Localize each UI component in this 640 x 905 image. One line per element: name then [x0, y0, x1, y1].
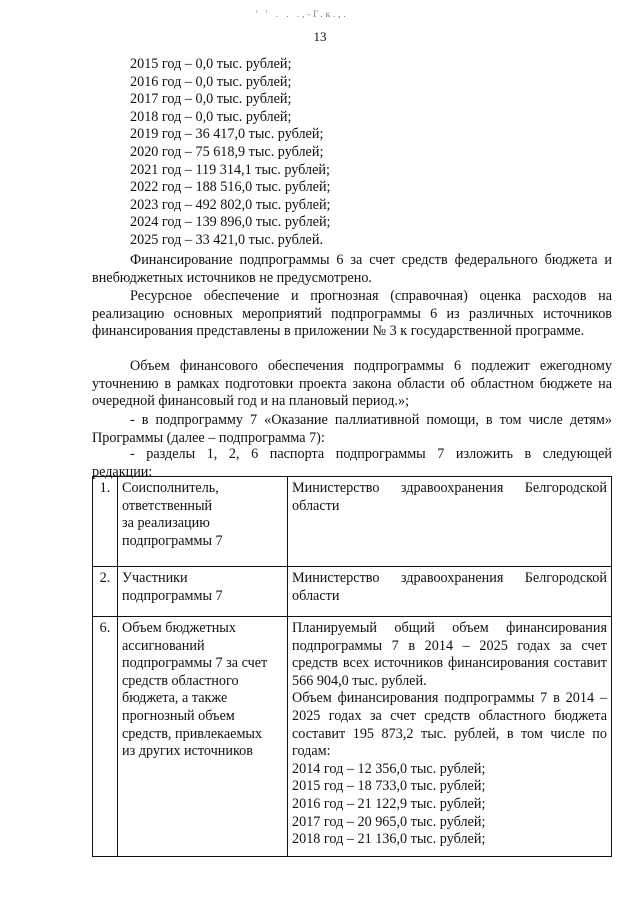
row-name-line: из других источников	[122, 743, 253, 760]
row-name-line: ассигнований	[122, 637, 205, 654]
row-name-line: средств, привлекаемых	[122, 725, 263, 742]
row-name-cell	[118, 477, 288, 567]
funding-year-line: 2021 год – 119 314,1 тыс. рублей;	[130, 161, 330, 178]
passport-table	[92, 476, 612, 857]
page-number: 13	[313, 29, 327, 44]
row-name-line: подпрограммы 7	[122, 587, 223, 604]
row-name-line: подпрограммы 7 за счет	[122, 655, 268, 672]
row-value-cell	[288, 617, 612, 857]
sections-statement-paragraph: - разделы 1, 2, 6 паспорта подпрограммы 7 изложить в следующей редакции:	[92, 446, 612, 480]
row-number: 2.	[93, 567, 118, 617]
funding-year-list	[130, 56, 331, 250]
table-row	[93, 477, 612, 567]
table-row	[93, 567, 612, 617]
funding-year-line: 2025 год – 33 421,0 тыс. рублей.	[130, 231, 323, 248]
row-value-line: Министерство здравоохранения Белгородской области	[292, 480, 607, 514]
row-value-line: Министерство здравоохранения Белгородской области	[292, 570, 607, 604]
funding-year-line: 2024 год – 139 896,0 тыс. рублей;	[130, 214, 331, 231]
row-value-line: 2016 год – 21 122,9 тыс. рублей;	[292, 795, 486, 812]
row-number: 1.	[93, 477, 118, 567]
row-name-line: ответственный	[122, 497, 213, 514]
funding-year-line: 2023 год – 492 802,0 тыс. рублей;	[130, 196, 331, 213]
row-name-line: подпрограммы 7	[122, 532, 223, 549]
row-name-line: бюджета, а также	[122, 690, 228, 707]
table-row	[93, 617, 612, 857]
row-value-cell	[288, 477, 612, 567]
row-name-cell	[118, 617, 288, 857]
row-value-cell	[288, 567, 612, 617]
row-name-line: Соисполнитель,	[122, 480, 219, 496]
row-value-line: 2014 год – 12 356,0 тыс. рублей;	[292, 760, 486, 777]
row-value-line: Объем финансирования подпрограммы 7 в 2014 – 2025 годах за счет средств областного бюджета составит 195 873,2 тыс. рублей, в том числе по годам:	[292, 690, 607, 760]
funding-year-line: 2015 год – 0,0 тыс. рублей;	[130, 56, 292, 72]
funding-year-line: 2022 год – 188 516,0 тыс. рублей;	[130, 179, 331, 196]
annual-update-paragraph: Объем финансового обеспечения подпрограммы 6 подлежит ежегодному уточнению в рамках подготовки проекта закона области об областном бюджете на очередной финансовый год и на плановый период.»;	[92, 358, 612, 410]
funding-year-line: 2020 год – 75 618,9 тыс. рублей;	[130, 143, 324, 160]
funding-year-line: 2017 год – 0,0 тыс. рублей;	[130, 91, 292, 108]
scan-marks: ' ' . . .,-Г.к.,.	[256, 9, 349, 19]
row-name-line: прогнозный объем	[122, 707, 235, 724]
row-value-line: 2017 год – 20 965,0 тыс. рублей;	[292, 813, 486, 830]
row-name-line: Объем бюджетных	[122, 620, 236, 636]
row-value-line: Планируемый общий объем финансирования подпрограммы 7 в 2014 – 2025 годах за счет средств всех источников финансирования составит 566 904,0 тыс. рублей.	[292, 620, 607, 689]
funding-year-line: 2019 год – 36 417,0 тыс. рублей;	[130, 126, 324, 143]
row-name-cell	[118, 567, 288, 617]
row-value-line: 2015 год – 18 733,0 тыс. рублей;	[292, 778, 486, 795]
row-value-line: 2018 год – 21 136,0 тыс. рублей;	[292, 831, 486, 848]
row-name-line: за реализацию	[122, 515, 210, 532]
funding-year-line: 2018 год – 0,0 тыс. рублей;	[130, 108, 292, 125]
funding-year-line: 2016 год – 0,0 тыс. рублей;	[130, 73, 292, 90]
row-number: 6.	[93, 617, 118, 857]
row-name-line: средств областного	[122, 672, 239, 689]
subprogram7-intro-paragraph: - в подпрограмму 7 «Оказание паллиативной помощи, в том числе детям» Программы (далее – подпрограмма 7):	[92, 412, 612, 446]
federal-funding-paragraph: Финансирование подпрограммы 6 за счет средств федерального бюджета и внебюджетных источников не предусмотрено.	[92, 252, 612, 286]
resource-support-paragraph: Ресурсное обеспечение и прогнозная (справочная) оценка расходов на реализацию основных мероприятий подпрограммы 6 из различных источников финансирования представлены в приложении № 3 к государственной программе.	[92, 288, 612, 340]
row-name-line: Участники	[122, 570, 188, 586]
